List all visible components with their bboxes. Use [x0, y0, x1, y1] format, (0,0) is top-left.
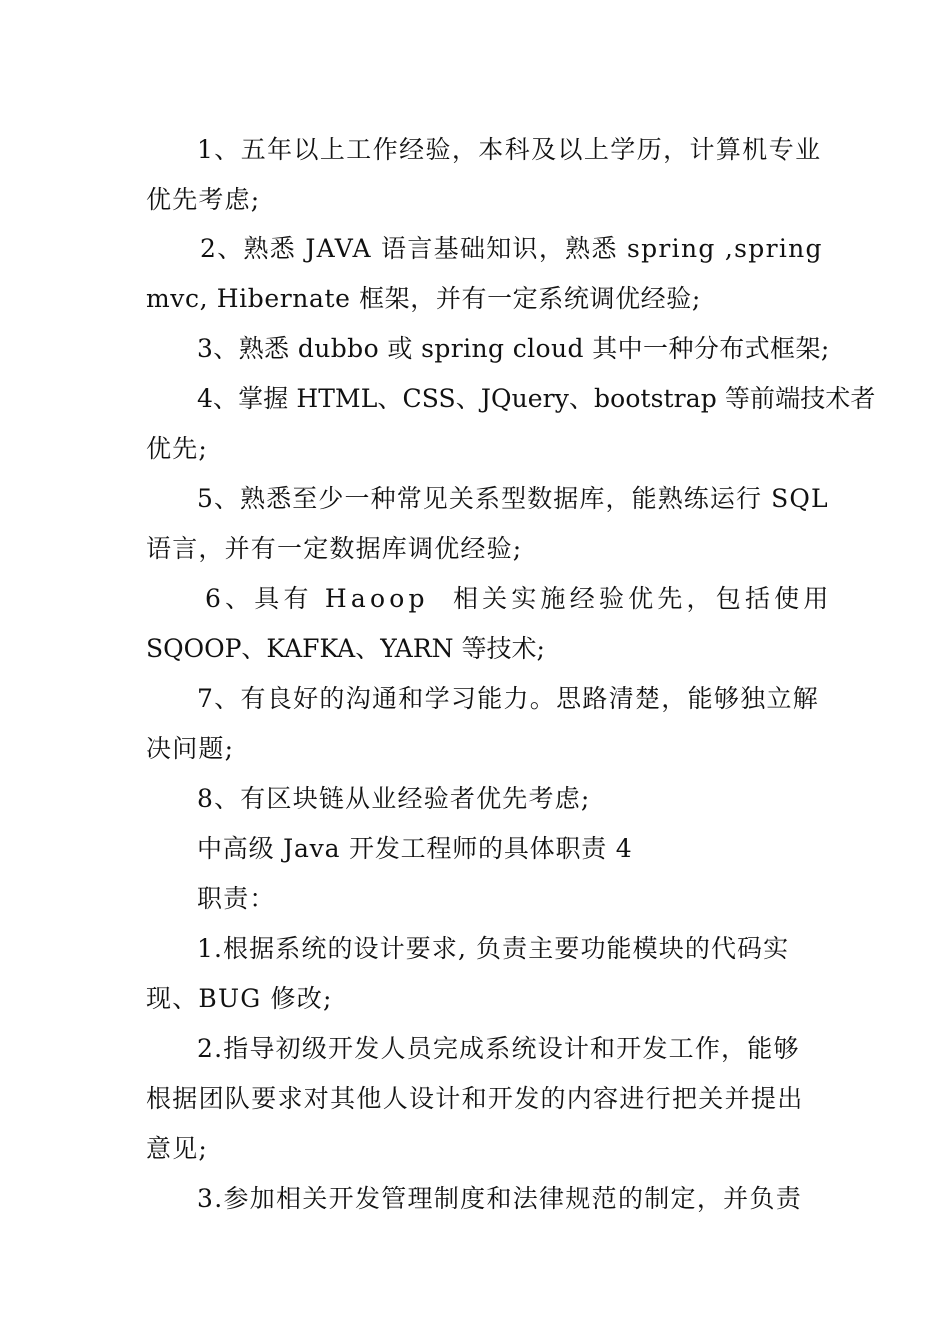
- duty-3-line-1: [0, 1179, 950, 1219]
- text-line: 4、掌握 HTML、CSS、JQuery、bootstrap 等前端技术者: [197, 384, 876, 413]
- text-line: 现、BUG 修改;: [146, 984, 333, 1013]
- requirement-7-line-1: [0, 679, 950, 719]
- requirement-7-line-2: [0, 729, 950, 769]
- text-line: 7、有良好的沟通和学习能力。思路清楚，能够独立解: [197, 684, 820, 713]
- text-line: 8、有区块链从业经验者优先考虑;: [197, 784, 591, 813]
- text-line: 5、熟悉至少一种常见关系型数据库，能熟练运行 SQL: [197, 484, 829, 513]
- text-line: 优先考虑;: [146, 185, 261, 214]
- duty-2-line-2: [0, 1079, 950, 1119]
- requirement-2-line-2: [0, 279, 950, 319]
- requirement-2-line-1: [0, 229, 950, 269]
- requirement-6-line-2: [0, 629, 950, 669]
- section-heading: [0, 829, 950, 869]
- requirement-1-line-2: [0, 180, 950, 220]
- duties-label: [0, 879, 950, 919]
- text-line: 6、具有 Haoop 相关实施经验优先，包括使用: [205, 584, 833, 613]
- requirement-6-line-1: [0, 579, 950, 619]
- label-text: 职责：: [197, 884, 276, 913]
- requirement-4-line-2: [0, 429, 950, 469]
- duty-2-line-1: [0, 1029, 950, 1069]
- duty-1-line-1: [0, 929, 950, 969]
- text-line: 2.指导初级开发人员完成系统设计和开发工作，能够: [197, 1034, 800, 1063]
- requirement-1-line-1: [0, 130, 950, 170]
- text-line: 1、五年以上工作经验，本科及以上学历，计算机专业: [197, 135, 822, 164]
- requirement-4-line-1: [0, 379, 950, 419]
- requirement-5-line-2: [0, 529, 950, 569]
- duty-1-line-2: [0, 979, 950, 1019]
- duty-2-line-3: [0, 1129, 950, 1169]
- requirement-3-line-1: [0, 329, 950, 369]
- text-line: 2、熟悉 JAVA 语言基础知识，熟悉 spring ,spring: [200, 234, 823, 263]
- text-line: 决问题;: [146, 734, 235, 763]
- text-line: 根据团队要求对其他人设计和开发的内容进行把关并提出: [146, 1084, 804, 1113]
- text-line: SQOOP、KAFKA、YARN 等技术;: [146, 634, 545, 663]
- text-line: 优先;: [146, 434, 209, 463]
- text-line: 语言，并有一定数据库调优经验;: [146, 534, 523, 563]
- text-line: 意见;: [146, 1134, 209, 1163]
- text-line: mvc, Hibernate 框架，并有一定系统调优经验;: [146, 284, 701, 313]
- text-line: 1.根据系统的设计要求, 负责主要功能模块的代码实: [197, 934, 790, 963]
- requirement-5-line-1: [0, 479, 950, 519]
- text-line: 3、熟悉 dubbo 或 spring cloud 其中一种分布式框架;: [197, 334, 830, 363]
- requirement-8-line-1: [0, 779, 950, 819]
- heading-text: 中高级 Java 开发工程师的具体职责 4: [197, 834, 633, 863]
- text-line: 3.参加相关开发管理制度和法律规范的制定，并负责: [197, 1184, 803, 1213]
